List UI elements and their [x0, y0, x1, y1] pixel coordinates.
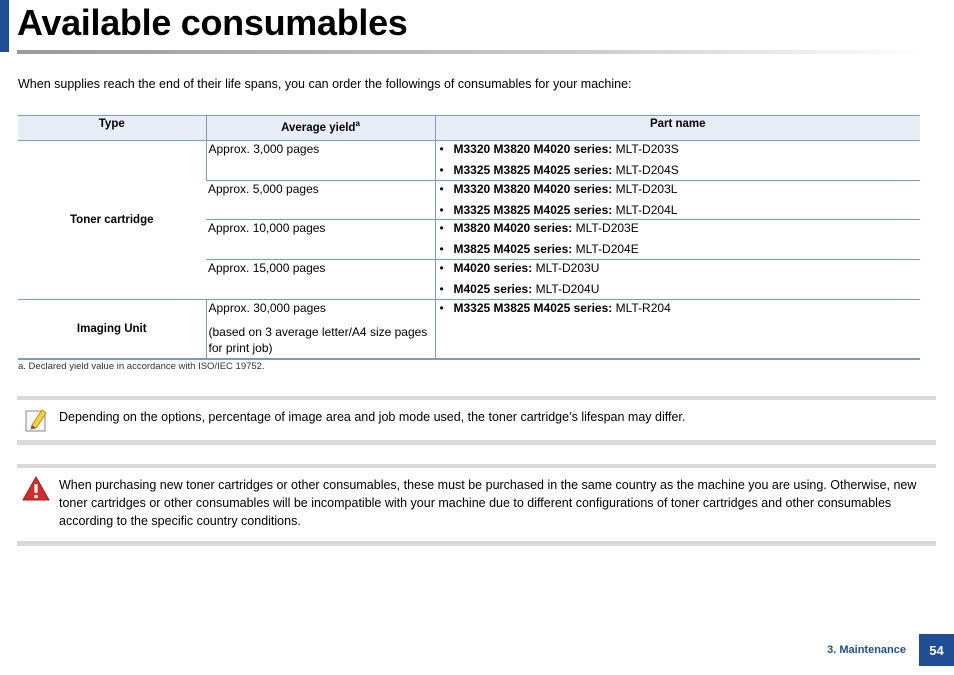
consumables-table — [18, 115, 920, 360]
series-label: M3320 M3820 M4020 series: — [453, 182, 613, 196]
page-number: 54 — [919, 634, 954, 666]
series-label: M3325 M3825 M4025 series: — [453, 203, 613, 217]
column-header-yield — [206, 116, 435, 141]
list-item — [438, 260, 919, 276]
title-underline — [17, 50, 922, 54]
note-pencil-icon — [23, 407, 49, 433]
part-number: MLT-D204L — [612, 203, 678, 217]
footnote-marker: a — [355, 119, 360, 128]
part-number: MLT-D204U — [532, 282, 600, 296]
table-row — [18, 300, 920, 360]
warning-triangle-icon — [22, 476, 50, 502]
list-item — [438, 162, 919, 178]
part-number: MLT-D203S — [612, 142, 679, 156]
warning-callout — [17, 464, 936, 546]
yield-cell: Approx. 3,000 pages — [206, 141, 435, 181]
part-cell — [435, 220, 920, 260]
yield-cell — [206, 300, 435, 360]
type-cell-toner: Toner cartridge — [18, 141, 206, 300]
series-label: M3320 M3820 M4020 series: — [453, 142, 613, 156]
title-accent-bar — [0, 0, 9, 52]
yield-value: Approx. 30,000 pages — [208, 301, 326, 315]
warning-text: When purchasing new toner cartridges or other consumables, these must be purchased in the same country as the machine you are using. Otherwise, new toner cartridges or other consumables will be incompatible with your machine due to different configurations of toner cartridges and other consumables according to the specific country conditions. — [59, 478, 917, 528]
yield-cell: Approx. 5,000 pages — [206, 181, 435, 220]
part-cell — [435, 260, 920, 300]
type-cell-imaging-unit: Imaging Unit — [18, 300, 206, 360]
part-cell — [435, 181, 920, 220]
part-number: MLT-D203E — [572, 221, 639, 235]
yield-header-label: Average yield — [281, 121, 356, 134]
list-item — [438, 141, 919, 157]
series-label: M4020 series: — [453, 261, 533, 275]
column-header-type: Type — [18, 116, 206, 141]
series-label: M3820 M4020 series: — [453, 221, 573, 235]
note-callout — [17, 396, 936, 445]
series-label: M3825 M4025 series: — [453, 242, 573, 256]
table-row — [18, 141, 920, 181]
list-item — [438, 241, 919, 257]
column-header-part-name: Part name — [435, 116, 920, 141]
yield-cell: Approx. 15,000 pages — [206, 260, 435, 300]
list-item — [438, 202, 919, 218]
note-text: Depending on the options, percentage of image area and job mode used, the toner cartridge’s lifespan may differ. — [59, 410, 686, 424]
page-title: Available consumables — [17, 2, 408, 43]
table-footnote: a. Declared yield value in accordance with ISO/IEC 19752. — [18, 361, 265, 372]
part-number: MLT-D204E — [572, 242, 639, 256]
yield-note: (based on 3 average letter/A4 size pages for print job) — [208, 325, 428, 355]
list-item — [438, 181, 919, 197]
table-header-row — [18, 116, 920, 141]
part-cell — [435, 141, 920, 181]
intro-paragraph: When supplies reach the end of their life spans, you can order the followings of consumables for your machine: — [18, 77, 632, 91]
part-number: MLT-D203U — [532, 261, 600, 275]
footer-section-label: 3. Maintenance — [827, 644, 906, 656]
list-item — [438, 300, 919, 316]
series-label: M4025 series: — [453, 282, 533, 296]
part-number: MLT-R204 — [612, 301, 671, 315]
list-item — [438, 220, 919, 236]
series-label: M3325 M3825 M4025 series: — [453, 163, 613, 177]
part-number: MLT-D203L — [612, 182, 678, 196]
series-label: M3325 M3825 M4025 series: — [453, 301, 613, 315]
list-item — [438, 281, 919, 297]
yield-cell: Approx. 10,000 pages — [206, 220, 435, 260]
part-number: MLT-D204S — [612, 163, 679, 177]
part-cell — [435, 300, 920, 360]
